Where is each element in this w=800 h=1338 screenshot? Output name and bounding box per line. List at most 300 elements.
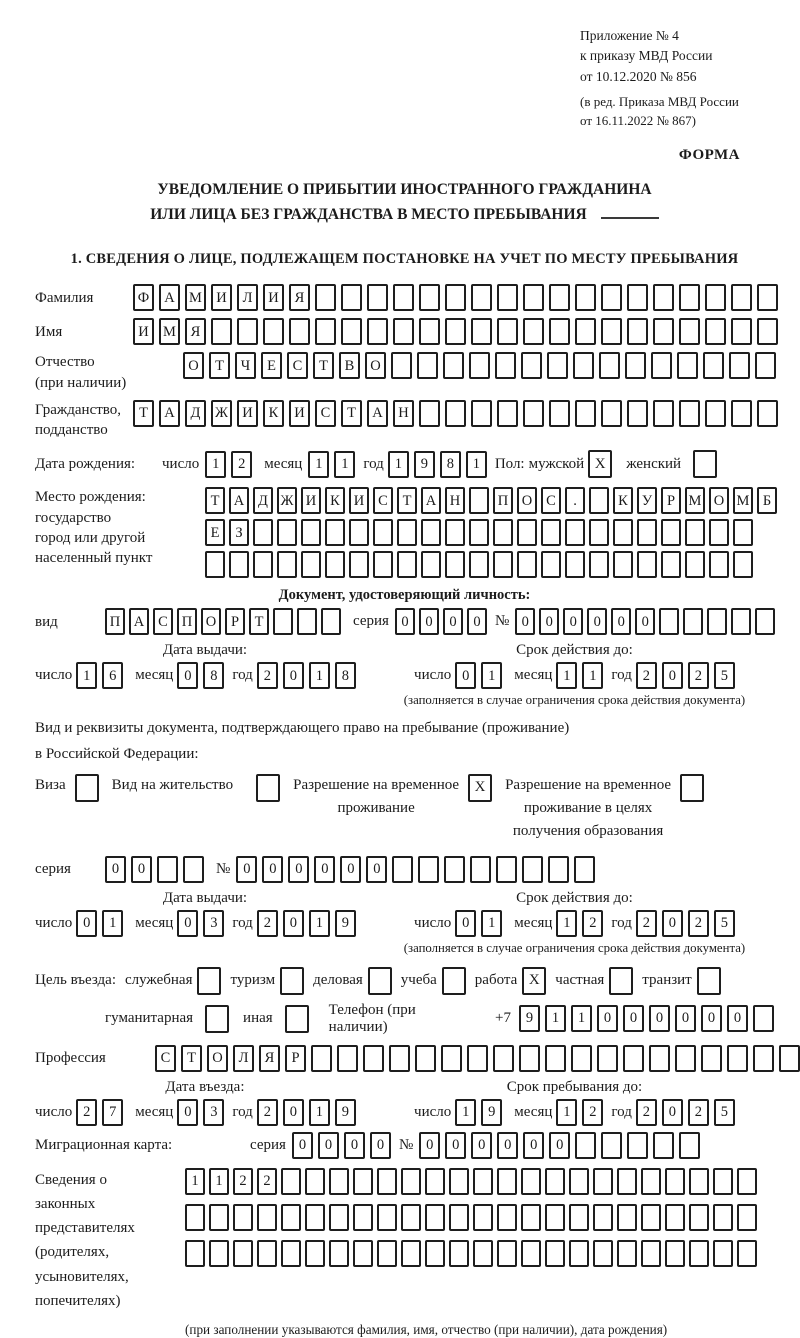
char-box[interactable]: Т [249, 608, 269, 635]
char-box[interactable] [377, 1204, 397, 1231]
temp-residence-checkbox[interactable]: X [468, 774, 492, 802]
char-box[interactable]: 2 [233, 1168, 253, 1195]
char-box[interactable]: 0 [370, 1132, 391, 1159]
char-box[interactable]: А [159, 400, 180, 427]
char-box[interactable] [665, 1240, 685, 1267]
char-box[interactable]: Н [445, 487, 465, 514]
char-box[interactable] [651, 352, 672, 379]
char-box[interactable] [755, 352, 776, 379]
char-box[interactable]: 2 [257, 662, 278, 689]
char-box[interactable]: 1 [466, 451, 487, 478]
char-box[interactable]: М [159, 318, 180, 345]
char-box[interactable]: Т [209, 352, 230, 379]
char-box[interactable] [641, 1168, 661, 1195]
char-box[interactable] [419, 284, 440, 311]
char-box[interactable] [679, 284, 700, 311]
male-checkbox[interactable]: X [588, 450, 612, 478]
char-box[interactable]: 1 [556, 910, 577, 937]
char-box[interactable] [449, 1240, 469, 1267]
char-box[interactable]: 9 [519, 1005, 540, 1032]
char-box[interactable] [445, 551, 465, 578]
char-box[interactable] [469, 551, 489, 578]
char-box[interactable] [545, 1204, 565, 1231]
edu-residence-checkbox[interactable] [680, 774, 704, 802]
char-box[interactable] [653, 400, 674, 427]
char-box[interactable] [545, 1240, 565, 1267]
char-box[interactable]: И [211, 284, 232, 311]
char-box[interactable] [683, 608, 703, 635]
char-box[interactable] [397, 519, 417, 546]
char-box[interactable] [571, 1045, 592, 1072]
char-box[interactable]: 0 [662, 1099, 683, 1126]
char-box[interactable] [757, 400, 778, 427]
char-box[interactable] [289, 318, 310, 345]
char-box[interactable]: 0 [283, 910, 304, 937]
char-box[interactable] [419, 400, 440, 427]
char-box[interactable] [701, 1045, 722, 1072]
char-box[interactable] [737, 1204, 757, 1231]
char-box[interactable] [548, 856, 569, 883]
char-box[interactable]: 0 [177, 910, 198, 937]
char-box[interactable]: 9 [481, 1099, 502, 1126]
char-box[interactable] [353, 1168, 373, 1195]
char-box[interactable] [705, 318, 726, 345]
char-box[interactable]: 1 [102, 910, 123, 937]
char-box[interactable]: И [289, 400, 310, 427]
char-box[interactable] [281, 1204, 301, 1231]
char-box[interactable] [253, 519, 273, 546]
char-box[interactable]: 0 [701, 1005, 722, 1032]
char-box[interactable] [401, 1240, 421, 1267]
char-box[interactable]: О [183, 352, 204, 379]
char-box[interactable]: Р [225, 608, 245, 635]
char-box[interactable]: 0 [177, 1099, 198, 1126]
char-box[interactable] [617, 1204, 637, 1231]
char-box[interactable] [727, 1045, 748, 1072]
char-box[interactable] [321, 608, 341, 635]
char-box[interactable] [593, 1168, 613, 1195]
char-box[interactable] [517, 551, 537, 578]
char-box[interactable] [389, 1045, 410, 1072]
char-box[interactable]: Т [313, 352, 334, 379]
char-box[interactable]: К [325, 487, 345, 514]
char-box[interactable]: С [155, 1045, 176, 1072]
purpose-official-checkbox[interactable] [197, 967, 221, 995]
char-box[interactable] [473, 1240, 493, 1267]
char-box[interactable] [392, 856, 413, 883]
char-box[interactable] [209, 1204, 229, 1231]
char-box[interactable] [569, 1204, 589, 1231]
char-box[interactable]: 0 [131, 856, 152, 883]
char-box[interactable] [329, 1240, 349, 1267]
char-box[interactable] [713, 1240, 733, 1267]
char-box[interactable] [301, 519, 321, 546]
char-box[interactable]: О [517, 487, 537, 514]
char-box[interactable]: А [421, 487, 441, 514]
char-box[interactable]: 1 [209, 1168, 229, 1195]
char-box[interactable]: 0 [523, 1132, 544, 1159]
char-box[interactable] [315, 284, 336, 311]
visa-checkbox[interactable] [75, 774, 99, 802]
char-box[interactable] [523, 284, 544, 311]
char-box[interactable] [597, 1045, 618, 1072]
char-box[interactable] [627, 284, 648, 311]
char-box[interactable] [493, 1045, 514, 1072]
char-box[interactable] [393, 318, 414, 345]
char-box[interactable] [755, 608, 775, 635]
char-box[interactable] [471, 284, 492, 311]
char-box[interactable] [401, 1204, 421, 1231]
char-box[interactable]: 0 [283, 662, 304, 689]
char-box[interactable] [469, 487, 489, 514]
char-box[interactable]: 1 [205, 451, 226, 478]
char-box[interactable] [521, 1240, 541, 1267]
char-box[interactable] [521, 1168, 541, 1195]
char-box[interactable]: 2 [636, 1099, 657, 1126]
char-box[interactable] [185, 1240, 205, 1267]
char-box[interactable]: П [105, 608, 125, 635]
char-box[interactable] [471, 318, 492, 345]
char-box[interactable]: П [177, 608, 197, 635]
char-box[interactable] [363, 1045, 384, 1072]
char-box[interactable]: 0 [76, 910, 97, 937]
char-box[interactable] [445, 284, 466, 311]
char-box[interactable] [541, 551, 561, 578]
char-box[interactable] [573, 352, 594, 379]
char-box[interactable] [653, 284, 674, 311]
char-box[interactable]: 0 [177, 662, 198, 689]
char-box[interactable]: 0 [395, 608, 415, 635]
char-box[interactable]: М [733, 487, 753, 514]
char-box[interactable] [565, 551, 585, 578]
char-box[interactable] [401, 1168, 421, 1195]
char-box[interactable]: И [263, 284, 284, 311]
char-box[interactable]: М [185, 284, 206, 311]
char-box[interactable]: Ф [133, 284, 154, 311]
char-box[interactable] [495, 352, 516, 379]
char-box[interactable] [589, 551, 609, 578]
char-box[interactable] [705, 400, 726, 427]
char-box[interactable] [257, 1204, 277, 1231]
char-box[interactable] [653, 1132, 674, 1159]
char-box[interactable]: А [229, 487, 249, 514]
char-box[interactable]: 2 [582, 1099, 603, 1126]
char-box[interactable] [445, 318, 466, 345]
char-box[interactable] [685, 519, 705, 546]
char-box[interactable] [569, 1168, 589, 1195]
char-box[interactable] [575, 284, 596, 311]
char-box[interactable]: З [229, 519, 249, 546]
char-box[interactable]: А [159, 284, 180, 311]
char-box[interactable]: 2 [231, 451, 252, 478]
char-box[interactable]: 5 [714, 662, 735, 689]
char-box[interactable] [471, 400, 492, 427]
char-box[interactable] [659, 608, 679, 635]
char-box[interactable]: Е [205, 519, 225, 546]
char-box[interactable]: 1 [545, 1005, 566, 1032]
purpose-humanitarian-checkbox[interactable] [205, 1005, 229, 1033]
char-box[interactable] [425, 1168, 445, 1195]
char-box[interactable]: 0 [635, 608, 655, 635]
char-box[interactable] [157, 856, 178, 883]
char-box[interactable] [575, 1132, 596, 1159]
char-box[interactable]: 1 [481, 910, 502, 937]
char-box[interactable] [444, 856, 465, 883]
char-box[interactable]: Я [289, 284, 310, 311]
char-box[interactable] [707, 608, 727, 635]
char-box[interactable] [445, 400, 466, 427]
char-box[interactable]: 2 [636, 910, 657, 937]
char-box[interactable] [418, 856, 439, 883]
char-box[interactable] [713, 1204, 733, 1231]
char-box[interactable] [679, 318, 700, 345]
purpose-business-checkbox[interactable] [368, 967, 392, 995]
char-box[interactable] [589, 487, 609, 514]
char-box[interactable] [209, 1240, 229, 1267]
char-box[interactable]: 0 [288, 856, 309, 883]
char-box[interactable] [397, 551, 417, 578]
char-box[interactable]: С [541, 487, 561, 514]
char-box[interactable] [497, 1204, 517, 1231]
char-box[interactable] [417, 352, 438, 379]
char-box[interactable]: 0 [283, 1099, 304, 1126]
char-box[interactable]: С [373, 487, 393, 514]
char-box[interactable]: 0 [662, 910, 683, 937]
char-box[interactable]: 1 [556, 1099, 577, 1126]
char-box[interactable] [469, 519, 489, 546]
char-box[interactable] [419, 318, 440, 345]
char-box[interactable]: 0 [623, 1005, 644, 1032]
char-box[interactable] [547, 352, 568, 379]
char-box[interactable]: 1 [571, 1005, 592, 1032]
char-box[interactable]: 6 [102, 662, 123, 689]
char-box[interactable] [549, 284, 570, 311]
char-box[interactable]: С [315, 400, 336, 427]
char-box[interactable] [367, 318, 388, 345]
char-box[interactable]: 0 [419, 608, 439, 635]
char-box[interactable] [493, 519, 513, 546]
char-box[interactable]: 0 [236, 856, 257, 883]
purpose-study-checkbox[interactable] [442, 967, 466, 995]
char-box[interactable]: 3 [203, 910, 224, 937]
char-box[interactable] [679, 400, 700, 427]
char-box[interactable] [685, 551, 705, 578]
char-box[interactable] [185, 1204, 205, 1231]
char-box[interactable]: С [153, 608, 173, 635]
char-box[interactable] [211, 318, 232, 345]
char-box[interactable] [729, 352, 750, 379]
char-box[interactable] [329, 1168, 349, 1195]
char-box[interactable] [637, 551, 657, 578]
char-box[interactable] [623, 1045, 644, 1072]
char-box[interactable] [733, 519, 753, 546]
char-box[interactable] [649, 1045, 670, 1072]
char-box[interactable] [237, 318, 258, 345]
char-box[interactable] [470, 856, 491, 883]
char-box[interactable]: 8 [203, 662, 224, 689]
char-box[interactable] [549, 400, 570, 427]
char-box[interactable] [661, 551, 681, 578]
char-box[interactable]: 0 [662, 662, 683, 689]
char-box[interactable] [593, 1240, 613, 1267]
char-box[interactable]: 0 [445, 1132, 466, 1159]
char-box[interactable] [325, 551, 345, 578]
char-box[interactable] [367, 284, 388, 311]
char-box[interactable]: 2 [688, 1099, 709, 1126]
char-box[interactable] [337, 1045, 358, 1072]
char-box[interactable] [449, 1204, 469, 1231]
char-box[interactable]: И [133, 318, 154, 345]
char-box[interactable] [183, 856, 204, 883]
char-box[interactable]: О [207, 1045, 228, 1072]
char-box[interactable] [689, 1240, 709, 1267]
char-box[interactable]: 1 [334, 451, 355, 478]
char-box[interactable] [311, 1045, 332, 1072]
char-box[interactable] [325, 519, 345, 546]
char-box[interactable]: 0 [366, 856, 387, 883]
char-box[interactable]: 9 [335, 910, 356, 937]
char-box[interactable]: Т [341, 400, 362, 427]
char-box[interactable] [549, 318, 570, 345]
char-box[interactable]: Л [237, 284, 258, 311]
char-box[interactable] [329, 1204, 349, 1231]
char-box[interactable]: 1 [185, 1168, 205, 1195]
char-box[interactable]: 8 [440, 451, 461, 478]
char-box[interactable] [731, 318, 752, 345]
char-box[interactable] [373, 519, 393, 546]
char-box[interactable] [613, 519, 633, 546]
char-box[interactable]: Е [261, 352, 282, 379]
char-box[interactable] [757, 318, 778, 345]
char-box[interactable]: 2 [688, 662, 709, 689]
char-box[interactable]: 7 [102, 1099, 123, 1126]
char-box[interactable] [753, 1005, 774, 1032]
char-box[interactable] [617, 1168, 637, 1195]
char-box[interactable] [689, 1204, 709, 1231]
char-box[interactable]: Ч [235, 352, 256, 379]
char-box[interactable]: 0 [515, 608, 535, 635]
char-box[interactable]: 0 [549, 1132, 570, 1159]
char-box[interactable] [277, 519, 297, 546]
char-box[interactable] [705, 284, 726, 311]
char-box[interactable]: 0 [597, 1005, 618, 1032]
char-box[interactable] [731, 400, 752, 427]
char-box[interactable]: 1 [455, 1099, 476, 1126]
char-box[interactable] [281, 1240, 301, 1267]
char-box[interactable] [589, 519, 609, 546]
char-box[interactable]: 2 [257, 910, 278, 937]
char-box[interactable] [713, 1168, 733, 1195]
char-box[interactable]: 1 [582, 662, 603, 689]
char-box[interactable]: Я [185, 318, 206, 345]
char-box[interactable]: 0 [314, 856, 335, 883]
char-box[interactable]: 1 [388, 451, 409, 478]
char-box[interactable] [593, 1204, 613, 1231]
char-box[interactable] [522, 856, 543, 883]
char-box[interactable] [545, 1045, 566, 1072]
char-box[interactable]: С [287, 352, 308, 379]
char-box[interactable]: 0 [105, 856, 126, 883]
purpose-other-checkbox[interactable] [285, 1005, 309, 1033]
char-box[interactable]: 0 [471, 1132, 492, 1159]
char-box[interactable] [613, 551, 633, 578]
char-box[interactable] [393, 284, 414, 311]
char-box[interactable] [473, 1204, 493, 1231]
char-box[interactable]: И [237, 400, 258, 427]
char-box[interactable]: 0 [563, 608, 583, 635]
char-box[interactable] [315, 318, 336, 345]
char-box[interactable] [281, 1168, 301, 1195]
char-box[interactable] [496, 856, 517, 883]
char-box[interactable] [601, 284, 622, 311]
char-box[interactable] [575, 318, 596, 345]
char-box[interactable]: М [685, 487, 705, 514]
char-box[interactable] [497, 1240, 517, 1267]
char-box[interactable]: 0 [262, 856, 283, 883]
char-box[interactable] [627, 400, 648, 427]
char-box[interactable]: А [367, 400, 388, 427]
char-box[interactable] [497, 318, 518, 345]
char-box[interactable] [353, 1204, 373, 1231]
char-box[interactable] [779, 1045, 800, 1072]
char-box[interactable] [637, 519, 657, 546]
char-box[interactable] [519, 1045, 540, 1072]
char-box[interactable] [541, 519, 561, 546]
char-box[interactable] [493, 551, 513, 578]
char-box[interactable] [521, 352, 542, 379]
char-box[interactable] [665, 1168, 685, 1195]
char-box[interactable]: О [365, 352, 386, 379]
char-box[interactable]: Т [397, 487, 417, 514]
char-box[interactable] [273, 608, 293, 635]
char-box[interactable] [441, 1045, 462, 1072]
char-box[interactable]: 0 [497, 1132, 518, 1159]
char-box[interactable] [305, 1204, 325, 1231]
char-box[interactable]: 0 [727, 1005, 748, 1032]
char-box[interactable] [301, 551, 321, 578]
char-box[interactable] [709, 519, 729, 546]
char-box[interactable]: 0 [675, 1005, 696, 1032]
char-box[interactable] [205, 551, 225, 578]
char-box[interactable]: П [493, 487, 513, 514]
char-box[interactable]: 0 [455, 910, 476, 937]
char-box[interactable]: 0 [292, 1132, 313, 1159]
char-box[interactable] [353, 1240, 373, 1267]
char-box[interactable] [341, 284, 362, 311]
char-box[interactable]: Р [661, 487, 681, 514]
char-box[interactable]: 2 [636, 662, 657, 689]
char-box[interactable]: Т [181, 1045, 202, 1072]
char-box[interactable]: 5 [714, 910, 735, 937]
char-box[interactable] [565, 519, 585, 546]
char-box[interactable] [521, 1204, 541, 1231]
char-box[interactable]: 0 [419, 1132, 440, 1159]
char-box[interactable] [677, 352, 698, 379]
char-box[interactable]: И [301, 487, 321, 514]
char-box[interactable]: Т [205, 487, 225, 514]
char-box[interactable] [233, 1204, 253, 1231]
char-box[interactable]: 0 [340, 856, 361, 883]
char-box[interactable] [421, 551, 441, 578]
char-box[interactable]: 8 [335, 662, 356, 689]
purpose-work-checkbox[interactable]: X [522, 967, 546, 995]
char-box[interactable] [373, 551, 393, 578]
char-box[interactable]: 2 [76, 1099, 97, 1126]
char-box[interactable] [415, 1045, 436, 1072]
char-box[interactable]: 0 [344, 1132, 365, 1159]
char-box[interactable]: 2 [257, 1099, 278, 1126]
char-box[interactable]: 0 [318, 1132, 339, 1159]
